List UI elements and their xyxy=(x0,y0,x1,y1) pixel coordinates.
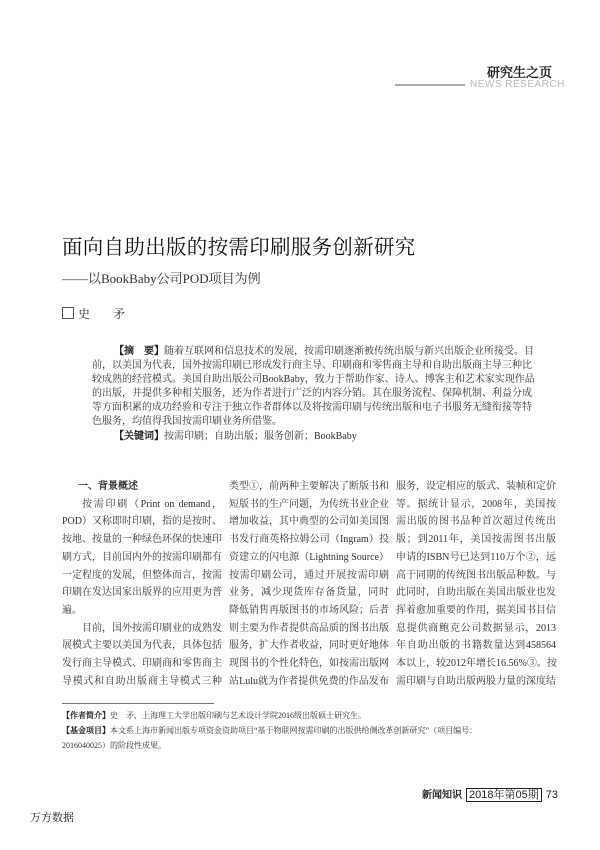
author-line xyxy=(62,305,135,322)
body-line: 本以上，较2012年增长16.56%③。按 xyxy=(396,658,557,670)
keywords xyxy=(92,430,510,444)
body-line: 高于同期的传统图书出版品种数。与 xyxy=(396,569,556,581)
keywords-label: 【关键词】 xyxy=(114,431,164,442)
page-footer xyxy=(422,786,558,802)
footnotes xyxy=(62,708,562,753)
body-line: 业务，减少现货库存备货量，同时 xyxy=(229,587,389,599)
page-number: 73 xyxy=(545,789,558,801)
body-line: 印刷在发达国家出版界的应用更为普 xyxy=(62,587,222,599)
keywords-text: 按需印刷；自助出版；服务创新；BookBaby xyxy=(164,431,357,442)
footnote-divider xyxy=(62,703,214,704)
section-title-en: NEWS RESEARCH xyxy=(470,79,565,90)
header-rule xyxy=(395,84,465,86)
column-2 xyxy=(229,478,389,690)
section-heading: 一、背景概述 xyxy=(78,481,138,492)
author-note: 【作者简介】史 矛，上海理工大学出版印刷与艺术设计学院2016级出版硕士研究生。 xyxy=(62,711,366,720)
body-line: 导模式和自助出版商主导模式三种 xyxy=(62,675,222,687)
abstract-line: 的出版，并提供多种相关服务，还为作者进行广泛的内容分销。其在服务流程、保障机制、利益分成 xyxy=(92,388,532,399)
abstract-line: 色服务，均值得我国按需印刷业务所借鉴。 xyxy=(92,416,282,427)
body-line: 需出版的图书品种首次超过传统出 xyxy=(396,516,556,528)
abstract xyxy=(92,345,535,444)
abstract-line: 前，以美国为代表，国外按需印刷已形成发行商主导、印刷商和零售商主导和自助出版商主导三种比 xyxy=(92,360,532,371)
magazine-logo: 新闻知识 xyxy=(422,790,463,801)
body-line: 年自助出版的书籍数量达到458564 xyxy=(396,640,556,652)
body-line: 刷方式，目前国内外的按需印刷都有 xyxy=(62,551,222,563)
body-line: 版；到2011年，美国按需图书出版 xyxy=(396,534,556,546)
body-line: 降低销售再版图书的市场风险；后者 xyxy=(229,604,389,616)
body-line: 目前，国外按需印刷业的成熟发 xyxy=(82,622,222,634)
body-line: 站Lulu就为作者提供免费的作品发布 xyxy=(229,675,389,687)
article-subtitle: ——以BookBaby公司POD项目为例 xyxy=(62,271,261,286)
body-line: 类型①，前两种主要解决了断版书和 xyxy=(229,481,389,492)
article-title: 面向自助出版的按需印刷服务创新研究 xyxy=(62,235,416,259)
body-line: 服务，设定相应的版式、装帧和定价 xyxy=(396,481,556,492)
body-line: 书发行商英格拉姆公司（Ingram）投 xyxy=(229,534,389,546)
issue-label: 2018年第05期 xyxy=(466,788,542,802)
column-3 xyxy=(396,478,556,690)
body-line: 资建立的闪电源（Lightning Source） xyxy=(229,551,389,563)
body-line: 按地、按量的一种绿色环保的快速印 xyxy=(62,534,222,546)
body-line: 等。据统计显示，2008年，美国按 xyxy=(396,498,556,510)
abstract-label: 【摘 要】 xyxy=(114,346,164,357)
body-line: 按需印刷公司，通过开展按需印刷 xyxy=(229,569,389,581)
section-title: 研究生之页 xyxy=(486,66,552,81)
fund-note: 【基金项目】本文系上海市新闻出版专项资金资助项目“基于物联网按需印刷的出版供给侧改革创新研究”（项目编号： xyxy=(62,726,478,735)
body-line: 需印刷与自助出版两股力量的深度结 xyxy=(396,675,556,687)
body-line: 服务，扩大作者收益，同时更好地体 xyxy=(229,640,389,652)
body-line: 增加收益，其中典型的公司如美国图 xyxy=(229,516,389,528)
body-line: 遍。 xyxy=(62,604,82,616)
square-icon xyxy=(62,307,74,319)
body-line: 展模式主要以美国为代表，具体包括 xyxy=(62,640,222,652)
fund-note-cont: 2016040025）的阶段性成果。 xyxy=(62,741,166,750)
body-line: POD）又称即时印刷，指的是按时、 xyxy=(62,516,223,528)
body-line: 此同时，自助出版在美国出版业也发 xyxy=(396,587,556,599)
body-line: 发行商主导模式、印刷商和零售商主 xyxy=(62,658,222,670)
body-line: 息提供商鲍克公司数据显示，2013 xyxy=(396,622,556,634)
body-line: 一定程度的发展，但整体而言，按需 xyxy=(62,569,222,581)
abstract-line: 等方面积累的成功经验和专注于独立作者群体以及将按需印刷与传统出版和电子书服务无缝衔接等特 xyxy=(92,402,532,413)
body-line: 挥着愈加重要的作用，据美国书目信 xyxy=(396,604,556,616)
body-line: 现图书的个性化特色，如按需出版网 xyxy=(229,658,389,670)
column-1 xyxy=(62,478,222,690)
body-line: 按需印刷（Print on demand， xyxy=(82,498,222,510)
abstract-line: 较成熟的经营模式。美国自助出版公司BookBaby，致力于帮助作家、诗人、博客主和艺术家实现作品 xyxy=(92,374,535,385)
body-line: 申请的ISBN号已达到110万个②，远 xyxy=(396,551,556,563)
body-line: 则主要为作者提供高品质的图书出版 xyxy=(229,622,389,634)
abstract-line: 【摘 要】随着互联网和信息技术的发展，按需印刷逐渐被传统出版与新兴出版企业所接受。目 xyxy=(114,346,534,357)
author-name: 史 矛 xyxy=(78,307,136,321)
body-line: 短版书的生产问题，为传统书业企业 xyxy=(229,498,389,510)
watermark: 万方数据 xyxy=(30,811,74,824)
